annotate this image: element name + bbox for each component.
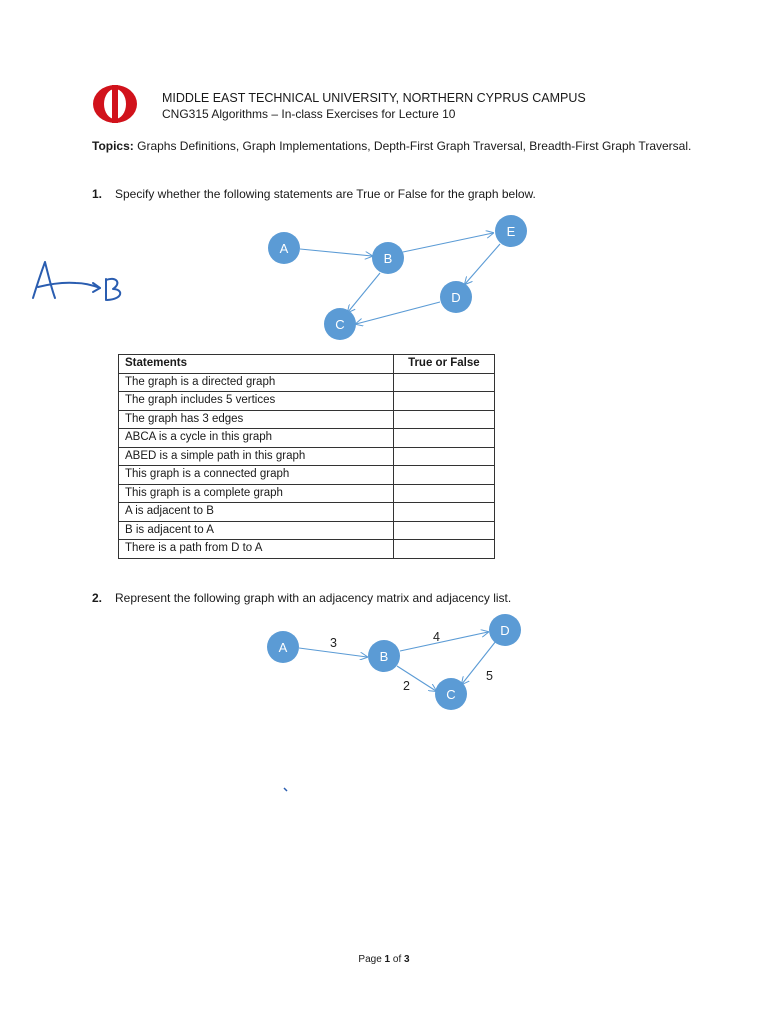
question-number: 2. — [92, 591, 103, 605]
node-label: E — [506, 224, 516, 239]
edge-e-d — [465, 244, 500, 284]
graph1-node-d — [440, 281, 472, 313]
answer-cell[interactable] — [393, 447, 494, 466]
answer-cell[interactable] — [393, 484, 494, 503]
answer-cell[interactable] — [393, 503, 494, 522]
edge-a-b — [300, 249, 372, 256]
table-row — [119, 447, 495, 466]
node-label: C — [446, 687, 456, 702]
statement-cell: There is a path from D to A — [119, 540, 394, 559]
edge-b-e — [403, 233, 493, 252]
graph1-node-a — [268, 232, 300, 264]
topics-label: Topics: — [92, 139, 134, 153]
graph1-edges — [300, 233, 500, 324]
graph2-node-a — [267, 631, 299, 663]
table-header-row — [119, 355, 495, 374]
table-row — [119, 373, 495, 392]
footer-of: of — [390, 954, 405, 965]
answer-cell[interactable] — [393, 410, 494, 429]
course-title: CNG315 Algorithms – In-class Exercises for Lecture 10 — [162, 107, 456, 121]
edge-b-d — [400, 632, 488, 651]
graph2-node-b — [368, 640, 400, 672]
answer-cell[interactable] — [393, 392, 494, 411]
table-row — [119, 392, 495, 411]
statement-cell: The graph includes 5 vertices — [119, 392, 394, 411]
handwritten-annotation — [33, 262, 120, 300]
table-row — [119, 521, 495, 540]
statement-cell: This graph is a connected graph — [119, 466, 394, 485]
footer-page-number: 1 — [384, 954, 391, 965]
graph1-node-e — [495, 215, 527, 247]
node-label: C — [335, 317, 345, 332]
question-text: Specify whether the following statements are True or False for the graph below. — [115, 187, 536, 201]
node-label: B — [383, 251, 393, 266]
question-number: 1. — [92, 187, 103, 201]
statement-cell: This graph is a complete graph — [119, 484, 394, 503]
answer-cell[interactable] — [393, 429, 494, 448]
node-label: B — [379, 649, 389, 664]
graph1-node-b — [372, 242, 404, 274]
answer-cell[interactable] — [393, 521, 494, 540]
answer-cell[interactable] — [393, 540, 494, 559]
graph2-node-c — [435, 678, 467, 710]
statement-cell: ABED is a simple path in this graph — [119, 447, 394, 466]
header-statements: Statements — [119, 355, 394, 374]
weight-b-d: 4 — [433, 630, 440, 644]
edge-b-c — [348, 273, 380, 312]
table-row — [119, 466, 495, 485]
graph2-node-d — [489, 614, 521, 646]
statement-cell: B is adjacent to A — [119, 521, 394, 540]
node-label: D — [451, 290, 461, 305]
weight-b-c: 2 — [403, 679, 410, 693]
footer-page-total: 3 — [404, 954, 410, 965]
node-label: A — [279, 241, 289, 256]
table-row — [119, 484, 495, 503]
table-row — [119, 429, 495, 448]
question-text: Represent the following graph with an adjacency matrix and adjacency list. — [115, 591, 512, 605]
footer-prefix: Page — [358, 954, 385, 965]
stray-ink-mark — [284, 788, 287, 791]
table-row — [119, 410, 495, 429]
header-true-or-false: True or False — [393, 355, 494, 374]
node-label: A — [278, 640, 288, 655]
weight-a-b: 3 — [330, 636, 337, 650]
page-footer — [0, 954, 768, 965]
statement-cell: ABCA is a cycle in this graph — [119, 429, 394, 448]
answer-cell[interactable] — [393, 373, 494, 392]
statement-cell: A is adjacent to B — [119, 503, 394, 522]
statement-cell: The graph has 3 edges — [119, 410, 394, 429]
statement-cell: The graph is a directed graph — [119, 373, 394, 392]
node-label: D — [500, 623, 510, 638]
table-row — [119, 540, 495, 559]
graph1-node-c — [324, 308, 356, 340]
statements-table — [118, 354, 495, 559]
answer-cell[interactable] — [393, 466, 494, 485]
institution-title: MIDDLE EAST TECHNICAL UNIVERSITY, NORTHERN CYPRUS CAMPUS — [162, 91, 586, 105]
weight-d-c: 5 — [486, 669, 493, 683]
topics-text: Graphs Definitions, Graph Implementations, Depth-First Graph Traversal, Breadth-First Graph Traversal. — [137, 139, 692, 153]
table-row — [119, 503, 495, 522]
edge-d-c — [356, 302, 440, 324]
